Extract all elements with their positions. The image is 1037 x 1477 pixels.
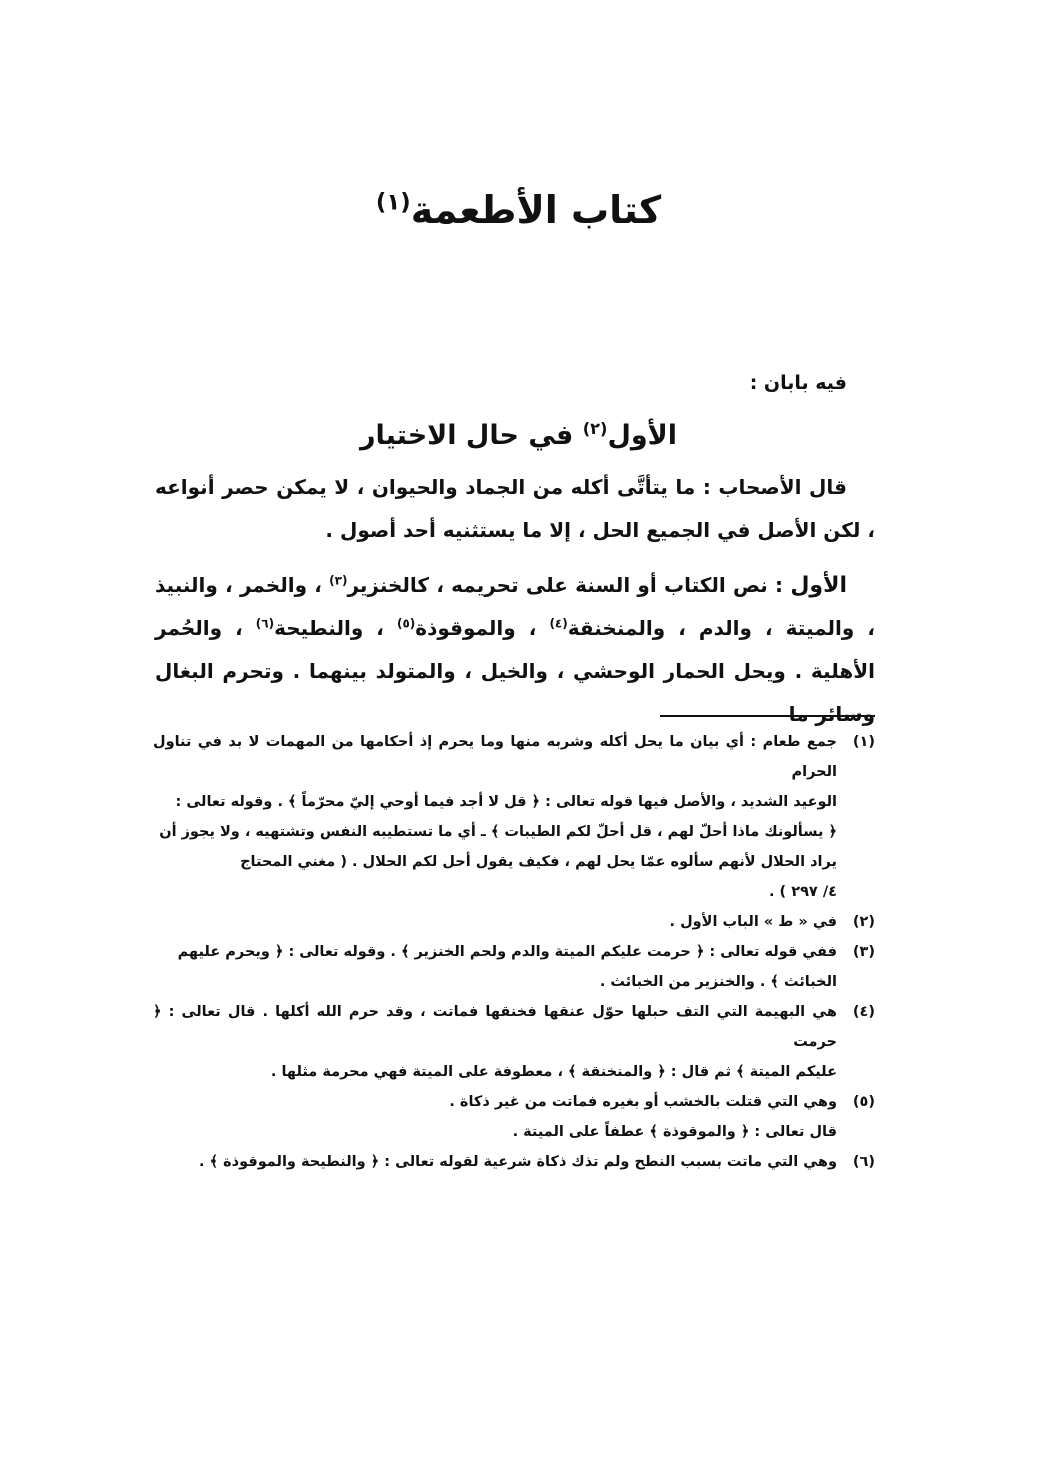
footnote-4 (153, 997, 875, 1087)
book-title-text: كتاب الأطعمة (410, 188, 662, 232)
footnote-ref-6: (٦) (255, 616, 275, 631)
main-text (155, 466, 875, 736)
footnote-number: (٢) (852, 914, 875, 930)
paragraph-2-text-c: ، والموقوذة (415, 616, 550, 640)
footnote-line: الوعيد الشديد ، والأصل فيها قوله تعالى : ﴿ قل لا أجد فيما أوحي إليّ محرّماً ﴾ . وقوله تعالى : (175, 794, 837, 810)
footnote-body (153, 907, 837, 937)
footnote-ref-3: (٣) (329, 573, 348, 588)
section-title-footnote-ref: (٢) (582, 419, 608, 438)
footnote-body (153, 997, 837, 1087)
chapters-label: فيه بابان : (749, 372, 847, 394)
paragraph-2-text-e: ، والحُمر الأهلية . ويحل الحمار الوحشي ، والخيل ، والمتولد بينهما . وتحرم البغال وسائر ما (155, 616, 875, 726)
footnote-3 (153, 937, 875, 997)
footnote-2 (153, 907, 875, 937)
footnote-ref-4: (٤) (549, 616, 568, 631)
paragraph-1: قال الأصحاب : ما يتأتَّى أكله من الجماد والحيوان ، لا يمكن حصر أنواعه ، لكن الأصل في الجميع الحل ، إلا ما يستثنيه أحد أصول . (155, 475, 875, 542)
footnote-1 (153, 727, 875, 907)
footnote-line: هي البهيمة التي التف حبلها حوّل عنقها فخنقها فماتت ، وقد حرم الله أكلها . قال تعالى : ﴿ حرمت (153, 1004, 837, 1050)
section-title (0, 420, 1037, 451)
footnote-number: (٦) (852, 1154, 875, 1170)
footnote-body (153, 1087, 837, 1147)
footnote-body (153, 727, 837, 907)
footnote-body (153, 1147, 837, 1177)
section-title-rest: في حال الاختيار (359, 420, 574, 451)
footnote-line: وهي التي قتلت بالخشب أو بغيره فماتت من غير ذكاة . (449, 1094, 837, 1110)
book-title (0, 188, 1037, 234)
section-title-first: الأول (607, 420, 678, 451)
footnote-separator (660, 715, 875, 717)
footnote-line: يراد الحلال لأنهم سألوه عمّا يحل لهم ، فكيف يقول أحل لكم الحلال . ( مغني المحتاج (240, 854, 837, 870)
footnote-body (153, 937, 837, 997)
footnote-line: قال تعالى : ﴿ والموقوذة ﴾ عطفاً على الميتة . (512, 1124, 837, 1140)
footnote-number: (٣) (852, 944, 875, 960)
footnote-line: ﴿ يسألونك ماذا أحلّ لهم ، قل أحلّ لكم الطيبات ﴾ ـ أي ما تستطيبه النفس وتشتهيه ، ولا يجوز أن (159, 824, 837, 840)
footnote-number: (٥) (852, 1094, 875, 1110)
book-title-footnote-ref: (١) (375, 189, 411, 216)
paragraph-2-text-d: ، والنطيحة (274, 616, 397, 640)
paragraph-2-lead: الأول (790, 573, 848, 598)
footnote-line: ففي قوله تعالى : ﴿ حرمت عليكم الميتة والدم ولحم الخنزير ﴾ . وقوله تعالى : ﴿ ويحرم عليهم (177, 944, 837, 960)
footnote-line: ٤/ ٢٩٧ ) . (768, 884, 837, 900)
footnote-line: الخبائث ﴾ . والخنزير من الخبائث . (599, 974, 837, 990)
footnote-number: (٤) (852, 1004, 875, 1020)
footnote-number: (١) (852, 734, 875, 750)
footnote-line: في « ط » الباب الأول . (669, 914, 837, 930)
paragraph-2 (155, 564, 875, 736)
footnote-line: جمع طعام : أي بيان ما يحل أكله وشربه منها وما يحرم إذ أحكامها من المهمات لا بد في تناول الحرام (153, 734, 837, 780)
paragraph-2-text-b: ، والخمر ، والنبيذ ، والميتة ، والدم ، والمنخنقة (155, 573, 875, 640)
footnote-line: عليكم الميتة ﴾ ثم قال : ﴿ والمنخنقة ﴾ ، معطوفة على الميتة فهي محرمة مثلها . (270, 1064, 837, 1080)
footnote-ref-5: (٥) (396, 616, 416, 631)
footnote-line: وهي التي ماتت بسبب النطح ولم تذك ذكاة شرعية لقوله تعالى : ﴿ والنطيحة والموقوذة ﴾ . (199, 1154, 837, 1170)
footnotes (153, 727, 875, 1177)
paragraph-2-text-a: : نص الكتاب أو السنة على تحريمه ، كالخنزير (347, 573, 791, 597)
footnote-5 (153, 1087, 875, 1147)
footnote-6 (153, 1147, 875, 1177)
